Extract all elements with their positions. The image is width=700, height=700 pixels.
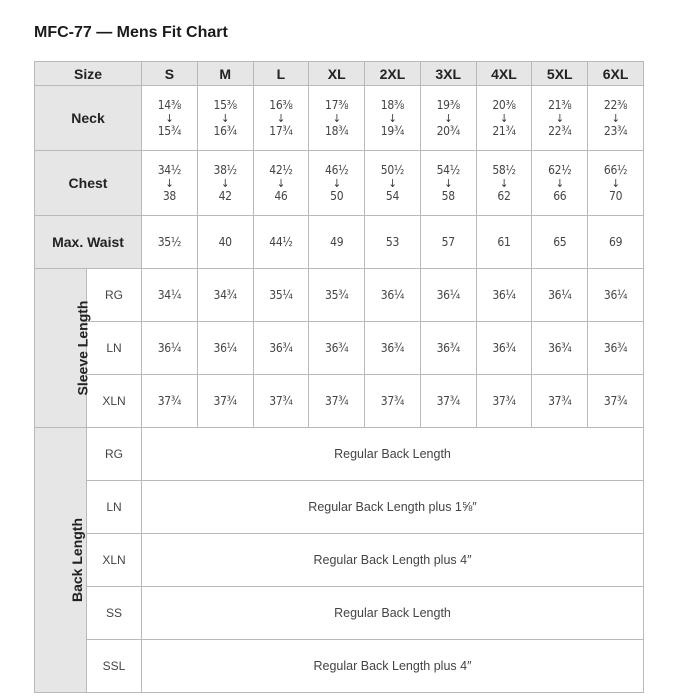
neck-to-value: 16¾ — [213, 123, 237, 138]
back-fit-label: RG — [87, 428, 142, 481]
sleeve-value: 37¾ — [197, 375, 253, 428]
waist-value: 35½ — [142, 216, 198, 269]
neck-from-value: 20⅜ — [492, 97, 516, 112]
neck-range-cell — [532, 86, 588, 151]
sleeve-value: 36¼ — [420, 269, 476, 322]
sleeve-value: 36¾ — [309, 322, 365, 375]
neck-from-value: 15⅜ — [213, 97, 237, 112]
chest-from-value: 66½ — [603, 162, 628, 177]
neck-to-value: 19¾ — [380, 123, 405, 138]
back-fit-label: XLN — [87, 534, 142, 587]
back-length-description: Regular Back Length — [142, 587, 644, 640]
sleeve-value: 36¼ — [532, 269, 588, 322]
back-fit-label: SS — [87, 587, 142, 640]
chest-range-cell — [476, 151, 532, 216]
sleeve-value: 36¾ — [365, 322, 421, 375]
size-column-header: 5XL — [532, 62, 588, 86]
back-fit-label: SSL — [87, 640, 142, 693]
chest-range-cell — [142, 151, 198, 216]
chest-from-value: 62½ — [548, 162, 572, 177]
chest-from-value: 58½ — [492, 162, 516, 177]
arrow-down-icon: ↓ — [221, 176, 230, 190]
neck-from-value: 22⅜ — [603, 97, 628, 112]
size-header: Size — [35, 62, 142, 86]
chest-from-value: 34½ — [157, 162, 182, 177]
neck-from-value: 18⅜ — [380, 97, 405, 112]
neck-range-cell — [420, 86, 476, 151]
sleeve-value: 36¾ — [476, 322, 532, 375]
sleeve-value: 36¼ — [142, 322, 198, 375]
sleeve-value: 36¼ — [476, 269, 532, 322]
arrow-down-icon: ↓ — [165, 111, 174, 125]
chest-from-value: 38½ — [213, 162, 237, 177]
sleeve-value: 37¾ — [476, 375, 532, 428]
size-column-header: L — [253, 62, 309, 86]
waist-value: 61 — [476, 216, 532, 269]
sleeve-value: 36¼ — [588, 269, 644, 322]
sleeve-value: 35¾ — [309, 269, 365, 322]
size-column-header: M — [197, 62, 253, 86]
sleeve-fit-label: XLN — [87, 375, 142, 428]
neck-from-value: 19⅜ — [436, 97, 460, 112]
sleeve-value: 37¾ — [365, 375, 421, 428]
sleeve-value: 37¾ — [588, 375, 644, 428]
neck-to-value: 21¾ — [492, 123, 516, 138]
sleeve-value: 37¾ — [309, 375, 365, 428]
neck-range-cell — [309, 86, 365, 151]
sleeve-value: 34¼ — [142, 269, 198, 322]
chest-label: Chest — [35, 151, 142, 216]
chest-to-value: 58 — [441, 188, 455, 203]
arrow-down-icon: ↓ — [499, 111, 508, 125]
chest-to-value: 54 — [385, 188, 400, 203]
waist-value: 69 — [588, 216, 644, 269]
neck-range-cell — [253, 86, 309, 151]
size-column-header: 2XL — [365, 62, 421, 86]
sleeve-row — [35, 375, 644, 428]
chest-from-value: 54½ — [436, 162, 460, 177]
chest-range-cell — [197, 151, 253, 216]
arrow-down-icon: ↓ — [221, 111, 230, 125]
arrow-down-icon: ↓ — [444, 176, 453, 190]
sleeve-value: 36¾ — [420, 322, 476, 375]
waist-label: Max. Waist — [35, 216, 142, 269]
chest-range-cell — [588, 151, 644, 216]
chest-row — [35, 151, 644, 216]
neck-from-value: 17⅜ — [325, 97, 349, 112]
sleeve-fit-label: RG — [87, 269, 142, 322]
neck-to-value: 22¾ — [548, 123, 572, 138]
page-title: MFC-77 — Mens Fit Chart — [34, 24, 228, 41]
back-length-description: Regular Back Length plus 1⅝″ — [142, 481, 644, 534]
sleeve-value: 36¼ — [365, 269, 421, 322]
sleeve-value: 35¼ — [253, 269, 309, 322]
neck-to-value: 20¾ — [436, 123, 460, 138]
neck-from-value: 21⅜ — [548, 97, 572, 112]
arrow-down-icon: ↓ — [388, 111, 397, 125]
size-column-header: 4XL — [476, 62, 532, 86]
back-length-description: Regular Back Length plus 4″ — [142, 640, 644, 693]
neck-range-cell — [476, 86, 532, 151]
neck-range-cell — [365, 86, 421, 151]
neck-row — [35, 86, 644, 151]
back-length-row — [35, 534, 644, 587]
size-column-header: 6XL — [588, 62, 644, 86]
sleeve-row — [35, 269, 644, 322]
arrow-down-icon: ↓ — [276, 176, 285, 190]
waist-value: 49 — [309, 216, 365, 269]
arrow-down-icon: ↓ — [555, 176, 564, 190]
arrow-down-icon: ↓ — [388, 176, 397, 190]
arrow-down-icon: ↓ — [611, 176, 620, 190]
neck-to-value: 18¾ — [325, 123, 349, 138]
arrow-down-icon: ↓ — [165, 176, 174, 190]
sleeve-row — [35, 322, 644, 375]
arrow-down-icon: ↓ — [555, 111, 564, 125]
waist-row — [35, 216, 644, 269]
neck-range-cell — [197, 86, 253, 151]
sleeve-value: 34¾ — [197, 269, 253, 322]
chest-to-value: 50 — [330, 188, 344, 203]
sleeve-value: 37¾ — [420, 375, 476, 428]
size-column-header: S — [142, 62, 198, 86]
neck-range-cell — [588, 86, 644, 151]
sleeve-value: 36¼ — [197, 322, 253, 375]
back-length-description: Regular Back Length plus 4″ — [142, 534, 644, 587]
sleeve-value: 37¾ — [532, 375, 588, 428]
waist-value: 65 — [532, 216, 588, 269]
arrow-down-icon: ↓ — [332, 111, 341, 125]
arrow-down-icon: ↓ — [332, 176, 341, 190]
sleeve-length-group — [35, 269, 91, 428]
waist-value: 57 — [420, 216, 476, 269]
fit-chart-table — [34, 61, 644, 693]
arrow-down-icon: ↓ — [611, 111, 620, 125]
chest-from-value: 46½ — [325, 162, 349, 177]
arrow-down-icon: ↓ — [499, 176, 508, 190]
chest-range-cell — [309, 151, 365, 216]
sleeve-value: 36¾ — [588, 322, 644, 375]
chest-to-value: 46 — [274, 188, 288, 203]
sleeve-value: 36¾ — [253, 322, 309, 375]
chest-from-value: 50½ — [380, 162, 405, 177]
neck-to-value: 17¾ — [269, 123, 293, 138]
chest-range-cell — [365, 151, 421, 216]
chest-from-value: 42½ — [269, 162, 293, 177]
arrow-down-icon: ↓ — [444, 111, 453, 125]
neck-label: Neck — [35, 86, 142, 151]
chest-to-value: 66 — [553, 188, 567, 203]
chest-range-cell — [420, 151, 476, 216]
sleeve-value: 36¾ — [532, 322, 588, 375]
sleeve-value: 37¾ — [142, 375, 198, 428]
header-row — [35, 62, 644, 86]
neck-from-value: 14⅜ — [157, 97, 182, 112]
chest-to-value: 38 — [162, 188, 176, 203]
back-length-row — [35, 640, 644, 693]
back-length-description: Regular Back Length — [142, 428, 644, 481]
neck-to-value: 23¾ — [603, 123, 628, 138]
sleeve-fit-label: LN — [87, 322, 142, 375]
chest-range-cell — [253, 151, 309, 216]
neck-range-cell — [142, 86, 198, 151]
waist-value: 53 — [365, 216, 421, 269]
waist-value: 44½ — [253, 216, 309, 269]
size-column-header: XL — [309, 62, 365, 86]
sleeve-length-label: Sleeve Length — [74, 300, 91, 396]
chest-to-value: 42 — [218, 188, 232, 203]
back-length-row — [35, 428, 644, 481]
back-length-row — [35, 587, 644, 640]
neck-from-value: 16⅜ — [269, 97, 293, 112]
back-length-label: Back Length — [69, 517, 86, 603]
arrow-down-icon: ↓ — [276, 111, 285, 125]
back-length-row — [35, 481, 644, 534]
waist-value: 40 — [197, 216, 253, 269]
back-length-group — [35, 428, 87, 693]
sleeve-value: 37¾ — [253, 375, 309, 428]
neck-to-value: 15¾ — [157, 123, 182, 138]
back-fit-label: LN — [87, 481, 142, 534]
size-column-header: 3XL — [420, 62, 476, 86]
chest-to-value: 70 — [609, 188, 623, 203]
chest-to-value: 62 — [497, 188, 511, 203]
chest-range-cell — [532, 151, 588, 216]
